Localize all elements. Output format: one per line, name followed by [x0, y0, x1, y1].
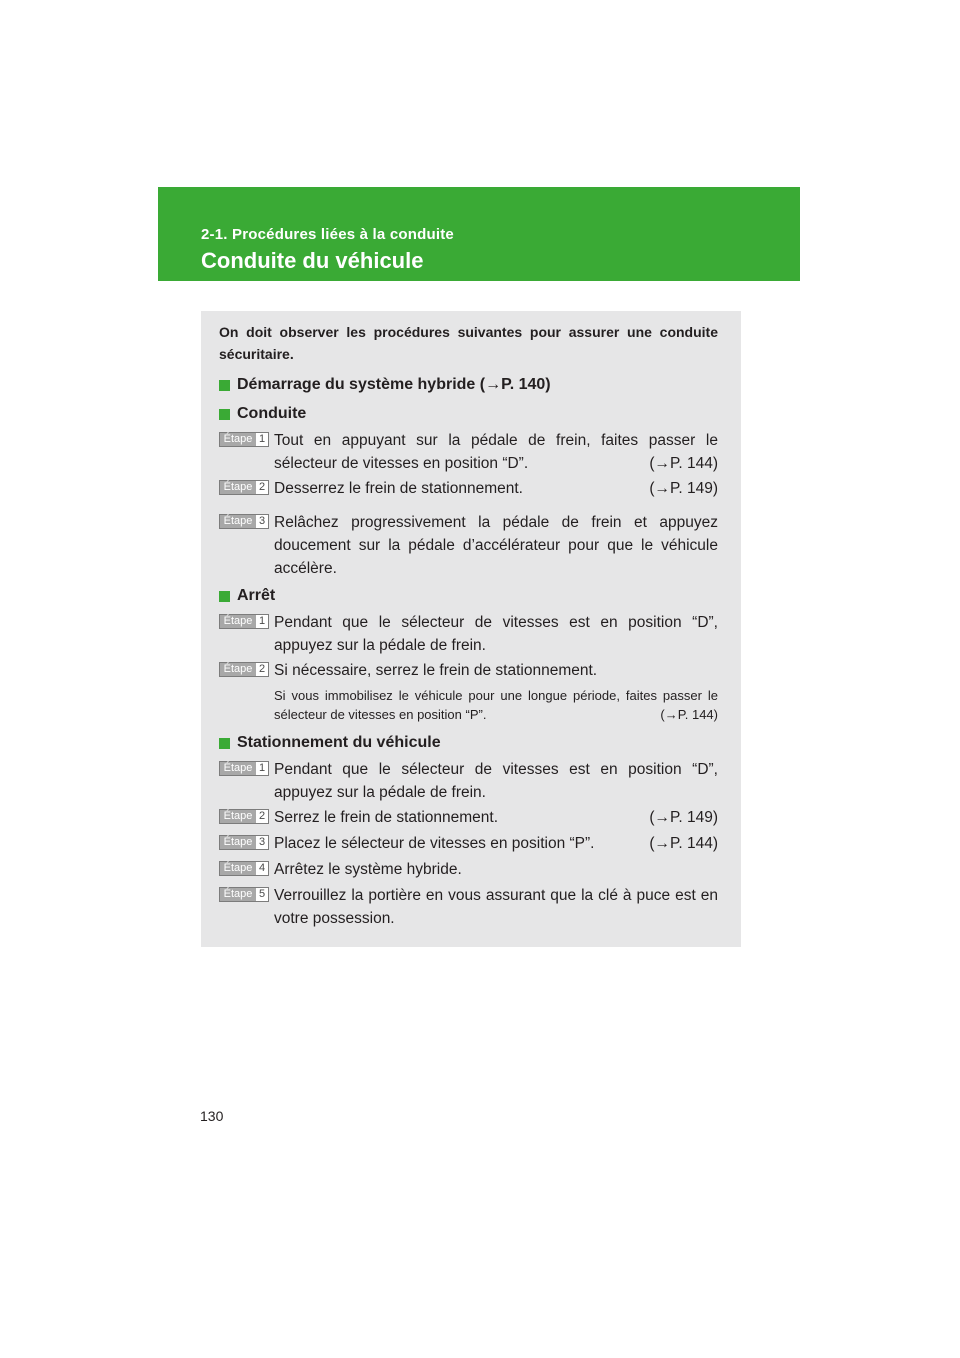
step-item — [219, 758, 718, 804]
step-badge: Étape 4 — [219, 861, 269, 876]
section-header — [158, 187, 800, 281]
page-number: 130 — [200, 1108, 224, 1124]
heading-text: Conduite — [237, 405, 307, 422]
section-label: 2-1. Procédures liées à la conduite — [201, 226, 454, 243]
step-item — [219, 611, 718, 657]
square-bullet-icon — [219, 409, 230, 420]
square-bullet-icon — [219, 380, 230, 391]
step-text: Desserrez le frein de stationnement. — [274, 480, 523, 497]
heading-conduite — [219, 403, 306, 425]
step-item — [219, 511, 718, 580]
step-text: Serrez le frein de stationnement. — [274, 809, 499, 826]
square-bullet-icon — [219, 591, 230, 602]
page-reference: (→P. 149) — [649, 809, 718, 826]
page-reference: (→P. 144) — [660, 707, 718, 722]
page-reference: (→P. 144) — [649, 455, 718, 472]
page-reference: (→P. 144) — [649, 835, 718, 852]
step-text: Arrêtez le système hybride. — [274, 861, 462, 878]
note-text: Si vous immobilisez le véhicule pour une longue période, faites passer le sélecteur de vitesses en position “P”. (→P. 144) — [274, 688, 718, 722]
step-item — [219, 832, 718, 855]
step-item — [219, 477, 718, 500]
step-text: Verrouillez la portière en vous assurant que la clé à puce est en votre possession. — [274, 887, 718, 927]
step-badge: Étape 3 — [219, 514, 269, 529]
step-badge: Étape 2 — [219, 480, 269, 495]
step-item — [219, 659, 718, 682]
procedure-panel — [201, 311, 741, 947]
step-text: Pendant que le sélecteur de vitesses est en position “D”, appuyez sur la pédale de frein. — [274, 761, 718, 801]
step-text: Placez le sélecteur de vitesses en position “P”. — [274, 835, 595, 852]
step-text: Relâchez progressivement la pédale de frein et appuyez doucement sur la pédale d’accélérateur pour que le véhicule accélère. — [274, 514, 718, 577]
step-badge: Étape 1 — [219, 614, 269, 629]
heading-stationnement — [219, 732, 441, 754]
step-item — [219, 884, 718, 930]
page-reference: (→P. 149) — [649, 480, 718, 497]
step-item — [219, 806, 718, 829]
heading-arret — [219, 585, 275, 607]
heading-text: Démarrage du système hybride (→P. 140) — [237, 376, 551, 393]
step-item — [219, 858, 718, 881]
page-title: Conduite du véhicule — [201, 248, 424, 273]
step-badge: Étape 5 — [219, 887, 269, 902]
step-text: Tout en appuyant sur la pédale de frein, faites passer le sélecteur de vitesses en position “D”. — [274, 432, 718, 472]
step-text: Pendant que le sélecteur de vitesses est en position “D”, appuyez sur la pédale de frein. — [274, 614, 718, 654]
heading-text: Arrêt — [237, 587, 276, 604]
step-badge: Étape 1 — [219, 761, 269, 776]
square-bullet-icon — [219, 738, 230, 749]
heading-demarrage — [219, 374, 551, 396]
heading-text: Stationnement du véhicule — [237, 734, 441, 751]
step-text: Si nécessaire, serrez le frein de stationnement. — [274, 662, 598, 679]
step-badge: Étape 2 — [219, 809, 269, 824]
step-badge: Étape 3 — [219, 835, 269, 850]
step-item — [219, 429, 718, 475]
step-badge: Étape 2 — [219, 662, 269, 677]
step-badge: Étape 1 — [219, 432, 269, 447]
intro-text: On doit observer les procédures suivantes pour assurer une conduite sécuritaire. — [219, 324, 718, 362]
